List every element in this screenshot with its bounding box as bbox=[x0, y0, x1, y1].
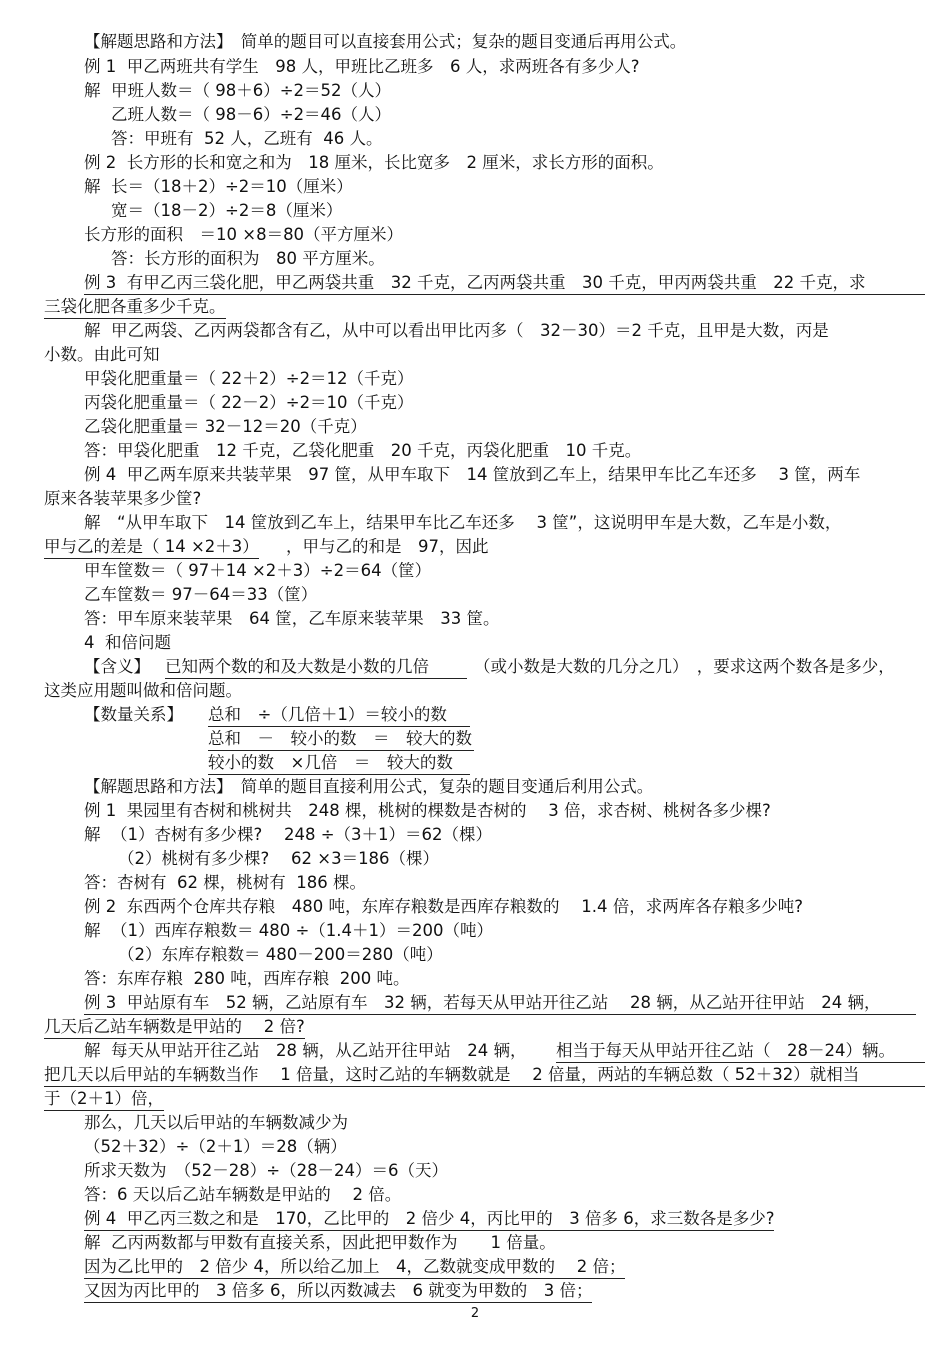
text-line: 【解题思路和方法】 简单的题目可以直接套用公式；复杂的题目变通后再用公式。 bbox=[84, 32, 687, 51]
text-line: 答：东库存粮 280 吨，西库存粮 200 吨。 bbox=[84, 969, 410, 988]
text-line: 解 （1）杏树有多少棵? 248 ÷（3＋1）＝62（棵） bbox=[84, 825, 493, 844]
text-line: 因为乙比甲的 2 倍少 4，所以给乙加上 4，乙数就变成甲数的 2 倍； bbox=[84, 1257, 625, 1279]
text-line: 又因为丙比甲的 3 倍多 6，所以丙数减去 6 就变为甲数的 3 倍； bbox=[84, 1281, 592, 1303]
text-line: 小数。由此可知 bbox=[44, 345, 160, 364]
text-line: 相当于每天从甲站开往乙站（ 28－24）辆。 bbox=[556, 1041, 925, 1063]
text-line: 答：甲车原来装苹果 64 筐，乙车原来装苹果 33 筐。 bbox=[84, 609, 500, 628]
text-line: 甲车筐数＝（ 97＋14 ×2＋3）÷2＝64（筐） bbox=[84, 561, 432, 580]
text-line: 乙车筐数＝ 97－64＝33（筐） bbox=[84, 585, 318, 604]
text-line: 长方形的面积 ＝10 ×8＝80（平方厘米） bbox=[84, 225, 404, 244]
text-line: （2）东库存粮数＝ 480－200＝280（吨） bbox=[118, 945, 443, 964]
text-line: 甲与乙的差是（ 14 ×2＋3） bbox=[44, 537, 259, 559]
text-line: 三袋化肥各重多少千克。 bbox=[44, 297, 226, 319]
text-line: ，甲与乙的和是 97，因此 bbox=[286, 537, 489, 556]
text-line: 那么，几天以后甲站的车辆数减少为 bbox=[84, 1113, 348, 1132]
text-line: 【含义】 bbox=[84, 657, 150, 676]
text-line: 甲袋化肥重量＝（ 22＋2）÷2＝12（千克） bbox=[84, 369, 414, 388]
text-line: 【数量关系】 bbox=[84, 705, 183, 724]
text-line: 解 乙丙两数都与甲数有直接关系，因此把甲数作为 1 倍量。 bbox=[84, 1233, 556, 1252]
text-line: 解 甲班人数＝（ 98＋6）÷2＝52（人） bbox=[84, 81, 392, 100]
text-line: 例 3 甲站原有车 52 辆，乙站原有车 32 辆，若每天从甲站开往乙站 28 辆，从乙站开往甲站 24 辆， bbox=[84, 993, 916, 1015]
text-line: 几天后乙站车辆数是甲站的 2 倍? bbox=[44, 1017, 305, 1039]
text-line: 于（2＋1）倍， bbox=[44, 1089, 164, 1111]
text-line: 例 4 甲乙两车原来共装苹果 97 筐，从甲车取下 14 筐放到乙车上，结果甲车比乙车还多 3 筐，两车 bbox=[84, 465, 861, 484]
text-line: 例 2 东西两个仓库共存粮 480 吨，东库存粮数是西库存粮数的 1.4 倍，求两库各存粮多少吨? bbox=[84, 897, 803, 916]
text-line: 宽＝（18－2）÷2＝8（厘米） bbox=[111, 201, 343, 220]
text-line: 【解题思路和方法】 简单的题目直接利用公式，复杂的题目变通后利用公式。 bbox=[84, 777, 654, 796]
formula-line: 较小的数 ×几倍 ＝ 较大的数 bbox=[208, 753, 470, 775]
formula-line: 总和 ÷（几倍＋1）＝较小的数 bbox=[208, 705, 470, 727]
text-line: 答：6 天以后乙站车辆数是甲站的 2 倍。 bbox=[84, 1185, 402, 1204]
text-line: 例 3 有甲乙丙三袋化肥，甲乙两袋共重 32 千克，乙丙两袋共重 30 千克，甲丙两袋共重 22 千克，求 bbox=[84, 273, 925, 295]
text-line: 这类应用题叫做和倍问题。 bbox=[44, 681, 242, 700]
text-line: 例 1 果园里有杏树和桃树共 248 棵，桃树的棵数是杏树的 3 倍，求杏树、桃树各多少棵? bbox=[84, 801, 771, 820]
text-line: 解 甲乙两袋、乙丙两袋都含有乙，从中可以看出甲比丙多（ 32－30）＝2 千克，且甲是大数，丙是 bbox=[84, 321, 829, 340]
text-line: 原来各装苹果多少筐? bbox=[44, 489, 202, 508]
text-line: 解 每天从甲站开往乙站 28 辆，从乙站开往甲站 24 辆， bbox=[84, 1041, 527, 1060]
text-line: 答：甲袋化肥重 12 千克，乙袋化肥重 20 千克，丙袋化肥重 10 千克。 bbox=[84, 441, 642, 460]
formula-line: 总和 － 较小的数 ＝ 较大的数 bbox=[208, 729, 474, 751]
page-number: 2 bbox=[470, 1306, 480, 1321]
text-line: 解 “从甲车取下 14 筐放到乙车上，结果甲车比乙车还多 3 筐”，这说明甲车是大数，乙车是小数， bbox=[84, 513, 842, 532]
text-line: 丙袋化肥重量＝（ 22－2）÷2＝10（千克） bbox=[84, 393, 414, 412]
text-line: 答：甲班有 52 人，乙班有 46 人。 bbox=[111, 129, 383, 148]
text-line: 把几天以后甲站的车辆数当作 1 倍量，这时乙站的车辆数就是 2 倍量，两站的车辆总数（ 52＋32）就相当 bbox=[44, 1065, 925, 1087]
text-line: 解 长＝（18＋2）÷2＝10（厘米） bbox=[84, 177, 353, 196]
text-line: 答：长方形的面积为 80 平方厘米。 bbox=[111, 249, 385, 268]
text-line: 所求天数为 （52－28）÷（28－24）＝6（天） bbox=[84, 1161, 449, 1180]
text-line: 例 4 甲乙丙三数之和是 170，乙比甲的 2 倍少 4，丙比甲的 3 倍多 6，求三数各是多少? bbox=[84, 1209, 774, 1231]
section-heading: 4 和倍问题 bbox=[84, 633, 171, 652]
text-line: 解 （1）西库存粮数＝ 480 ÷（1.4＋1）＝200（吨） bbox=[84, 921, 494, 940]
text-line: 答：杏树有 62 棵，桃树有 186 棵。 bbox=[84, 873, 366, 892]
text-line: 例 2 长方形的长和宽之和为 18 厘米，长比宽多 2 厘米，求长方形的面积。 bbox=[84, 153, 664, 172]
text-line: （或小数是大数的几分之几） ，要求这两个数各是多少， bbox=[474, 657, 895, 676]
text-line: 乙袋化肥重量＝ 32－12＝20（千克） bbox=[84, 417, 367, 436]
text-line: （52＋32）÷（2＋1）＝28（辆） bbox=[84, 1137, 347, 1156]
text-line: 已知两个数的和及大数是小数的几倍 bbox=[165, 657, 467, 679]
text-line: （2）桃树有多少棵? 62 ×3＝186（棵） bbox=[118, 849, 440, 868]
text-line: 乙班人数＝（ 98－6）÷2＝46（人） bbox=[111, 105, 392, 124]
text-line: 例 1 甲乙两班共有学生 98 人，甲班比乙班多 6 人，求两班各有多少人? bbox=[84, 57, 640, 76]
